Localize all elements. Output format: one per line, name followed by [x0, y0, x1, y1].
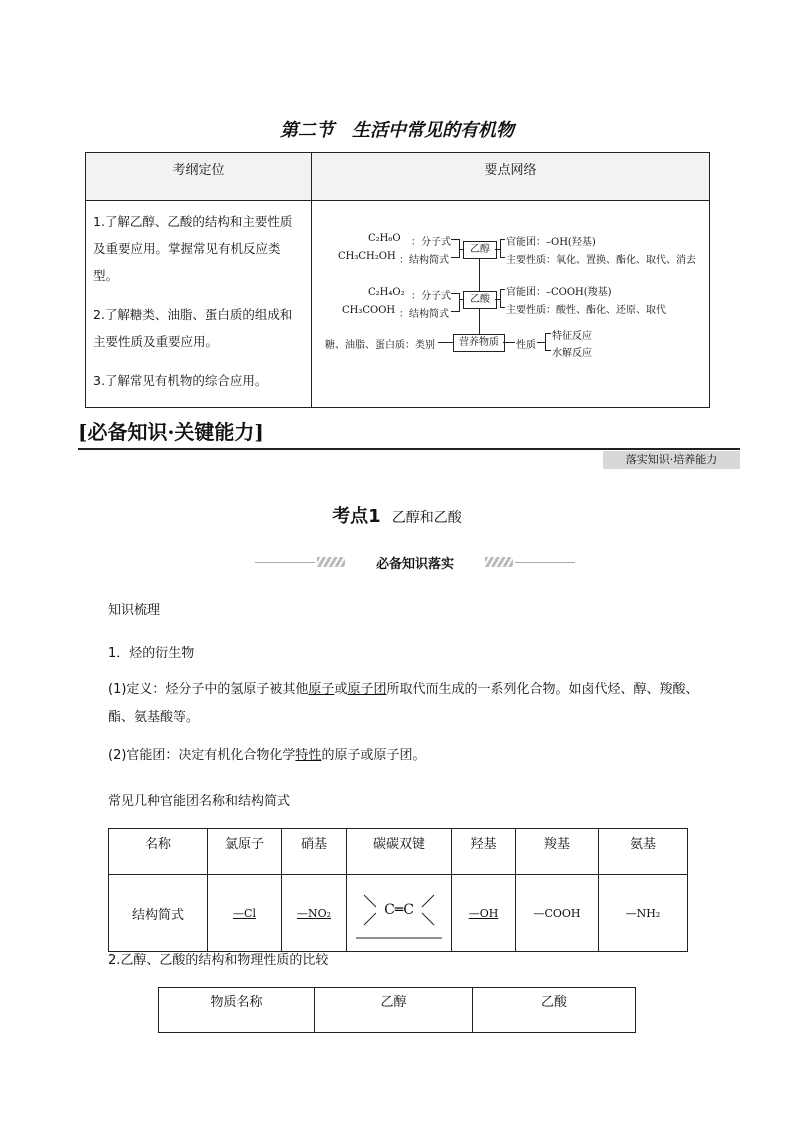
item-1-heading: 1．烃的衍生物 [108, 646, 195, 661]
fg-hydroxyl-formula: —OH [452, 875, 516, 952]
ethanol-functional-group: 官能团：–OH(羟基) [506, 237, 596, 248]
nutrient-property-label: 性质 [516, 340, 536, 351]
ethanol-struct: CH₃CH₂OH [338, 251, 396, 262]
section-divider [255, 553, 575, 573]
divider-stripe-right [485, 557, 513, 567]
cmp-header: 乙醇 [315, 988, 473, 1033]
section-tag: 落实知识·培养能力 [603, 451, 740, 469]
answer-atomic-group: 原子团 [347, 682, 387, 697]
section-heading: [必备知识·关键能力] [78, 420, 264, 444]
goal-item: 1.了解乙醇、乙酸的结构和主要性质及重要应用。掌握常见有机反应类型。 [93, 214, 293, 283]
fg-header: 羟基 [452, 829, 516, 875]
item-2-heading: 2.乙醇、乙酸的结构和物理性质的比较 [108, 953, 329, 968]
goal-item: 3.了解常见有机物的综合应用。 [93, 373, 268, 388]
outline-header-goals: 考纲定位 [86, 153, 312, 201]
nutrient-category-label: 糖、油脂、蛋白质：类别 [325, 340, 435, 351]
cmp-header: 物质名称 [159, 988, 315, 1033]
fg-carboxyl-formula: —COOH [516, 875, 599, 952]
ethanol-formula: C₂H₆O [368, 233, 401, 244]
nutrient-reaction-2: 水解反应 [552, 348, 592, 359]
answer-atom: 原子 [308, 682, 335, 697]
fg-text: 的原子或原子团。 [321, 748, 426, 763]
fg-amino-formula: —NH₂ [599, 875, 688, 952]
definition-paragraph [108, 676, 720, 732]
acid-functional-group: 官能团：–COOH(羧基) [506, 287, 612, 298]
knowledge-network-diagram [313, 202, 708, 405]
fg-header: 氨基 [599, 829, 688, 875]
kaodian-title [0, 502, 794, 528]
acid-formula: C₂H₄O₂ [368, 287, 405, 298]
divider-label: 必备知识落实 [375, 557, 454, 572]
acid-box: 乙酸 [463, 291, 497, 309]
ethanol-struct-label: ：结构简式 [399, 255, 449, 266]
fg-text: (2)官能团：决定有机化合物化学 [108, 748, 296, 763]
double-bond-text: C═C [384, 902, 414, 918]
fg-row-label: 结构简式 [109, 875, 208, 952]
ethanol-formula-label: ：分子式 [411, 237, 451, 248]
kaodian-name: 乙醇和乙酸 [391, 510, 462, 526]
acid-formula-label: ：分子式 [411, 291, 451, 302]
definition-text: (1)定义：烃分子中的氢原子被其他 [108, 682, 309, 697]
definition-text: 所取代而生成的一系列化合物。如卤代烃、醇、羧酸、酯、氨基酸等。 [108, 682, 699, 725]
fg-header: 硝基 [282, 829, 347, 875]
acid-struct-label: ：结构简式 [399, 309, 449, 320]
outline-table [85, 152, 710, 408]
nutrient-reaction-1: 特征反应 [552, 331, 592, 342]
fg-header: 碳碳双键 [347, 829, 452, 875]
goals-cell [86, 201, 312, 408]
fg-double-bond-formula [347, 875, 452, 952]
section-rule [78, 448, 740, 450]
ethanol-properties: 主要性质：氧化、置换、酯化、取代、消去 [506, 255, 696, 266]
nutrient-box: 营养物质 [453, 334, 505, 352]
network-cell [312, 201, 710, 408]
definition-text: 或 [334, 682, 348, 697]
acid-struct: CH₃COOH [342, 305, 396, 316]
divider-stripe-left [317, 557, 345, 567]
ethanol-box: 乙醇 [463, 241, 497, 259]
fg-header: 氯原子 [208, 829, 282, 875]
fg-header: 羧基 [516, 829, 599, 875]
cmp-header: 乙酸 [473, 988, 636, 1033]
functional-group-table [108, 828, 688, 952]
knowledge-heading: 知识梳理 [108, 603, 161, 618]
table-caption: 常见几种官能团名称和结构简式 [108, 794, 291, 809]
comparison-table [158, 987, 636, 1033]
goal-item: 2.了解糖类、油脂、蛋白质的组成和主要性质及重要应用。 [93, 307, 293, 349]
functional-group-paragraph [108, 742, 720, 770]
fg-nitro-formula: —NO₂ [282, 875, 347, 952]
answer-property: 特性 [295, 748, 322, 763]
acid-properties: 主要性质：酸性、酯化、还原、取代 [506, 305, 666, 316]
kaodian-label: 考点1 [332, 506, 381, 527]
fg-header: 名称 [109, 829, 208, 875]
fg-chlorine-formula: —Cl [208, 875, 282, 952]
outline-header-network: 要点网络 [312, 153, 710, 201]
page-title: 第二节 生活中常见的有机物 [280, 120, 514, 141]
